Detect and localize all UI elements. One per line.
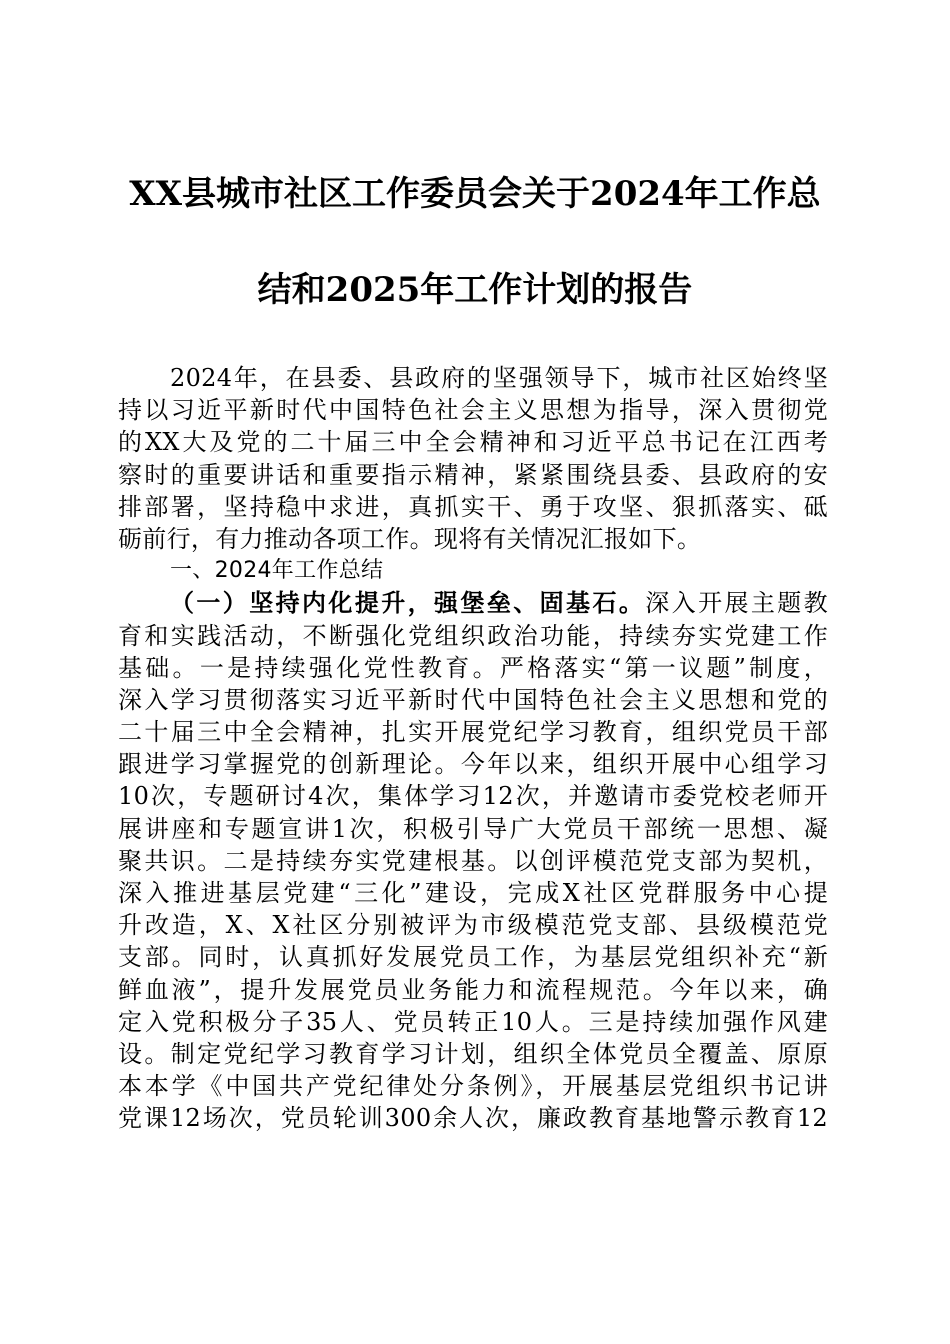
body-line: 二十届三中全会精神，扎实开展党纪学习教育，组织党员干部 (118, 718, 828, 747)
document-body (118, 362, 828, 1135)
body-line: 展讲座和专题宣讲1次，积极引导广大党员干部统一思想、凝 (118, 814, 828, 843)
body-line: 聚共识。二是持续夯实党建根基。以创评模范党支部为契机， (118, 846, 828, 875)
body-line: 跟进学习掌握党的创新理论。今年以来，组织开展中心组学习 (118, 750, 828, 779)
body-line: 定入党积极分子35人、党员转正10人。三是持续加强作风建 (118, 1007, 828, 1036)
document-title-line-1: XX县城市社区工作委员会关于2024年工作总 (129, 174, 821, 214)
document-title-line-2: 结和2025年工作计划的报告 (257, 270, 693, 310)
subsection-first-line-text: 深入开展主题教 (645, 589, 828, 618)
subsection-first-line (118, 587, 828, 619)
body-line: 设。制定党纪学习教育学习计划，组织全体党员全覆盖、原原 (118, 1039, 828, 1068)
body-line: 本本学《中国共产党纪律处分条例》，开展基层党组织书记讲 (118, 1072, 828, 1101)
intro-line: 持以习近平新时代中国特色社会主义思想为指导，深入贯彻党 (118, 396, 828, 425)
body-line: 基础。一是持续强化党性教育。严格落实“第一议题”制度， (118, 653, 828, 682)
section-heading: 一、2024年工作总结 (170, 558, 384, 584)
body-line: 鲜血液”，提升发展党员业务能力和流程规范。今年以来，确 (118, 975, 828, 1004)
body-line: 育和实践活动，不断强化党组织政治功能，持续夯实党建工作 (118, 621, 828, 650)
body-line: 深入推进基层党建“三化”建设，完成X社区党群服务中心提 (118, 879, 828, 907)
body-line: 升改造，X、X社区分别被评为市级模范党支部、县级模范党 (118, 911, 828, 940)
intro-line: 察时的重要讲话和重要指示精神，紧紧围绕县委、县政府的安 (118, 460, 828, 489)
intro-line: 砺前行，有力推动各项工作。现将有关情况汇报如下。 (118, 524, 702, 553)
intro-line: 排部署，坚持稳中求进，真抓实干、勇于攻坚、狠抓落实、砥 (118, 492, 828, 521)
body-line: 10次，专题研讨4次，集体学习12次，并邀请市委党校老师开 (118, 782, 828, 811)
body-line: 支部。同时，认真抓好发展党员工作，为基层党组织补充“新 (118, 943, 828, 972)
intro-line: 2024年，在县委、县政府的坚强领导下，城市社区始终坚 (170, 364, 828, 392)
body-line: 深入学习贯彻落实习近平新时代中国特色社会主义思想和党的 (118, 685, 828, 714)
body-line: 党课12场次，党员轮训300余人次，廉政教育基地警示教育12 (118, 1104, 828, 1133)
intro-line: 的XX大及党的二十届三中全会精神和习近平总书记在江西考 (118, 428, 828, 457)
subsection-heading: （一）坚持内化提升，强堡垒、固基石。 (170, 588, 646, 618)
